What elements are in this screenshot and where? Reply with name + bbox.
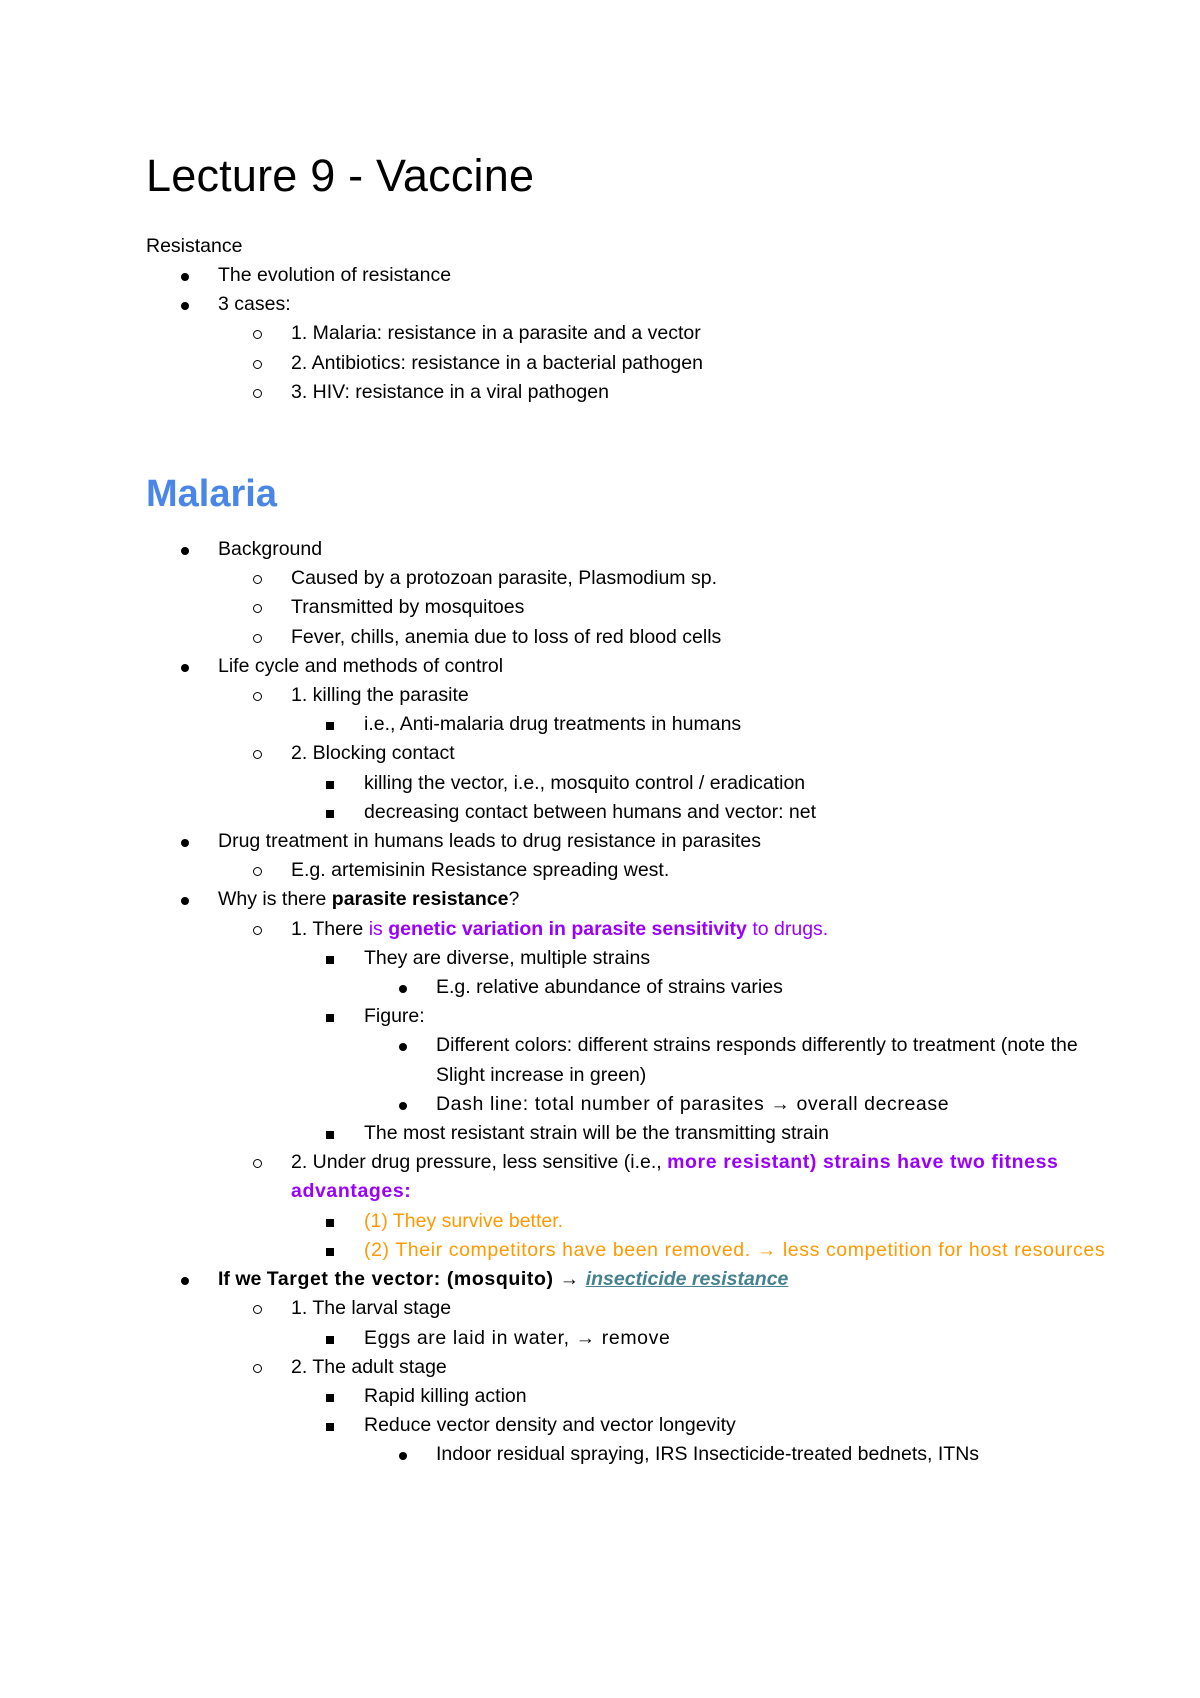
- list-item: 1. There is genetic variation in parasite sensitivity to drugs.: [146, 915, 1106, 944]
- bullet-square-icon: [326, 1324, 334, 1353]
- bullet-dot-icon: [181, 1265, 189, 1294]
- bullet-dot-icon: [399, 1031, 407, 1060]
- list-item: 3 cases:: [146, 290, 1106, 319]
- bullet-square-icon: [326, 944, 334, 973]
- list-item: i.e., Anti-malaria drug treatments in humans: [146, 710, 1106, 739]
- list-item: 1. The larval stage: [146, 1294, 1106, 1323]
- list-item: Different colors: different strains responds differently to treatment (note the Slight increase in green): [146, 1031, 1106, 1089]
- bullet-dot-icon: [399, 1440, 407, 1469]
- bullet-square-icon: [326, 1119, 334, 1148]
- bullet-square-icon: [326, 1382, 334, 1411]
- list-item: decreasing contact between humans and vector: net: [146, 798, 1106, 827]
- bullet-dot-icon: [399, 973, 407, 1002]
- list-item: Eggs are laid in water, → remove: [146, 1324, 1106, 1353]
- list-item: Fever, chills, anemia due to loss of red blood cells: [146, 623, 1106, 652]
- bullet-square-icon: [326, 798, 334, 827]
- list-item: (2) Their competitors have been removed. → less competition for host resources: [146, 1236, 1106, 1265]
- resistance-list: [146, 261, 1106, 407]
- list-item: 1. killing the parasite: [146, 681, 1106, 710]
- bullet-dot-icon: [181, 535, 189, 564]
- list-item: The evolution of resistance: [146, 261, 1106, 290]
- list-item: E.g. relative abundance of strains varies: [146, 973, 1106, 1002]
- list-item: 3. HIV: resistance in a viral pathogen: [146, 378, 1106, 407]
- insecticide-resistance-link[interactable]: insecticide resistance: [585, 1268, 789, 1291]
- list-item: 1. Malaria: resistance in a parasite and a vector: [146, 319, 1106, 348]
- list-item: 2. Under drug pressure, less sensitive (i.e., more resistant) strains have two fitness advantages:: [146, 1148, 1106, 1206]
- bullet-circle-icon: [253, 564, 262, 593]
- bullet-circle-icon: [253, 1353, 262, 1382]
- resistance-label: Resistance: [146, 235, 243, 257]
- list-item: 2. Blocking contact: [146, 739, 1106, 768]
- bullet-circle-icon: [253, 856, 262, 885]
- bullet-circle-icon: [253, 1294, 262, 1323]
- list-item: Indoor residual spraying, IRS Insecticide-treated bednets, ITNs: [146, 1440, 1106, 1469]
- bullet-circle-icon: [253, 349, 262, 378]
- bullet-dot-icon: [181, 885, 189, 914]
- bullet-circle-icon: [253, 739, 262, 768]
- list-item: The most resistant strain will be the transmitting strain: [146, 1119, 1106, 1148]
- bullet-square-icon: [326, 1207, 334, 1236]
- list-item: Dash line: total number of parasites → overall decrease: [146, 1090, 1106, 1119]
- list-item: 2. Antibiotics: resistance in a bacterial pathogen: [146, 349, 1106, 378]
- bullet-square-icon: [326, 710, 334, 739]
- bullet-dot-icon: [181, 290, 189, 319]
- document-page: [146, 140, 1106, 1470]
- bullet-dot-icon: [181, 652, 189, 681]
- bullet-circle-icon: [253, 1148, 262, 1177]
- malaria-list: [146, 535, 1106, 1470]
- bullet-circle-icon: [253, 915, 262, 944]
- list-item: If we Target the vector: (mosquito) → insecticide resistance: [146, 1265, 1106, 1294]
- list-item: Reduce vector density and vector longevity: [146, 1411, 1106, 1440]
- bullet-square-icon: [326, 1411, 334, 1440]
- bullet-square-icon: [326, 769, 334, 798]
- bullet-dot-icon: [181, 827, 189, 856]
- list-item: E.g. artemisinin Resistance spreading west.: [146, 856, 1106, 885]
- bullet-dot-icon: [181, 261, 189, 290]
- list-item: They are diverse, multiple strains: [146, 944, 1106, 973]
- bullet-circle-icon: [253, 681, 262, 710]
- list-item: Rapid killing action: [146, 1382, 1106, 1411]
- list-item: (1) They survive better.: [146, 1207, 1106, 1236]
- list-item: Life cycle and methods of control: [146, 652, 1106, 681]
- bullet-circle-icon: [253, 593, 262, 622]
- list-item: Figure:: [146, 1002, 1106, 1031]
- page-title: Lecture 9 - Vaccine: [146, 150, 535, 201]
- list-item: Caused by a protozoan parasite, Plasmodium sp.: [146, 564, 1106, 593]
- list-item: Why is there parasite resistance?: [146, 885, 1106, 914]
- list-item: killing the vector, i.e., mosquito control / eradication: [146, 769, 1106, 798]
- bullet-circle-icon: [253, 623, 262, 652]
- list-item: Drug treatment in humans leads to drug resistance in parasites: [146, 827, 1106, 856]
- bullet-square-icon: [326, 1002, 334, 1031]
- list-item: Transmitted by mosquitoes: [146, 593, 1106, 622]
- bullet-square-icon: [326, 1236, 334, 1265]
- malaria-heading: Malaria: [146, 473, 277, 516]
- list-item: 2. The adult stage: [146, 1353, 1106, 1382]
- bullet-dot-icon: [399, 1090, 407, 1119]
- list-item: Background: [146, 535, 1106, 564]
- bullet-circle-icon: [253, 378, 262, 407]
- bullet-circle-icon: [253, 319, 262, 348]
